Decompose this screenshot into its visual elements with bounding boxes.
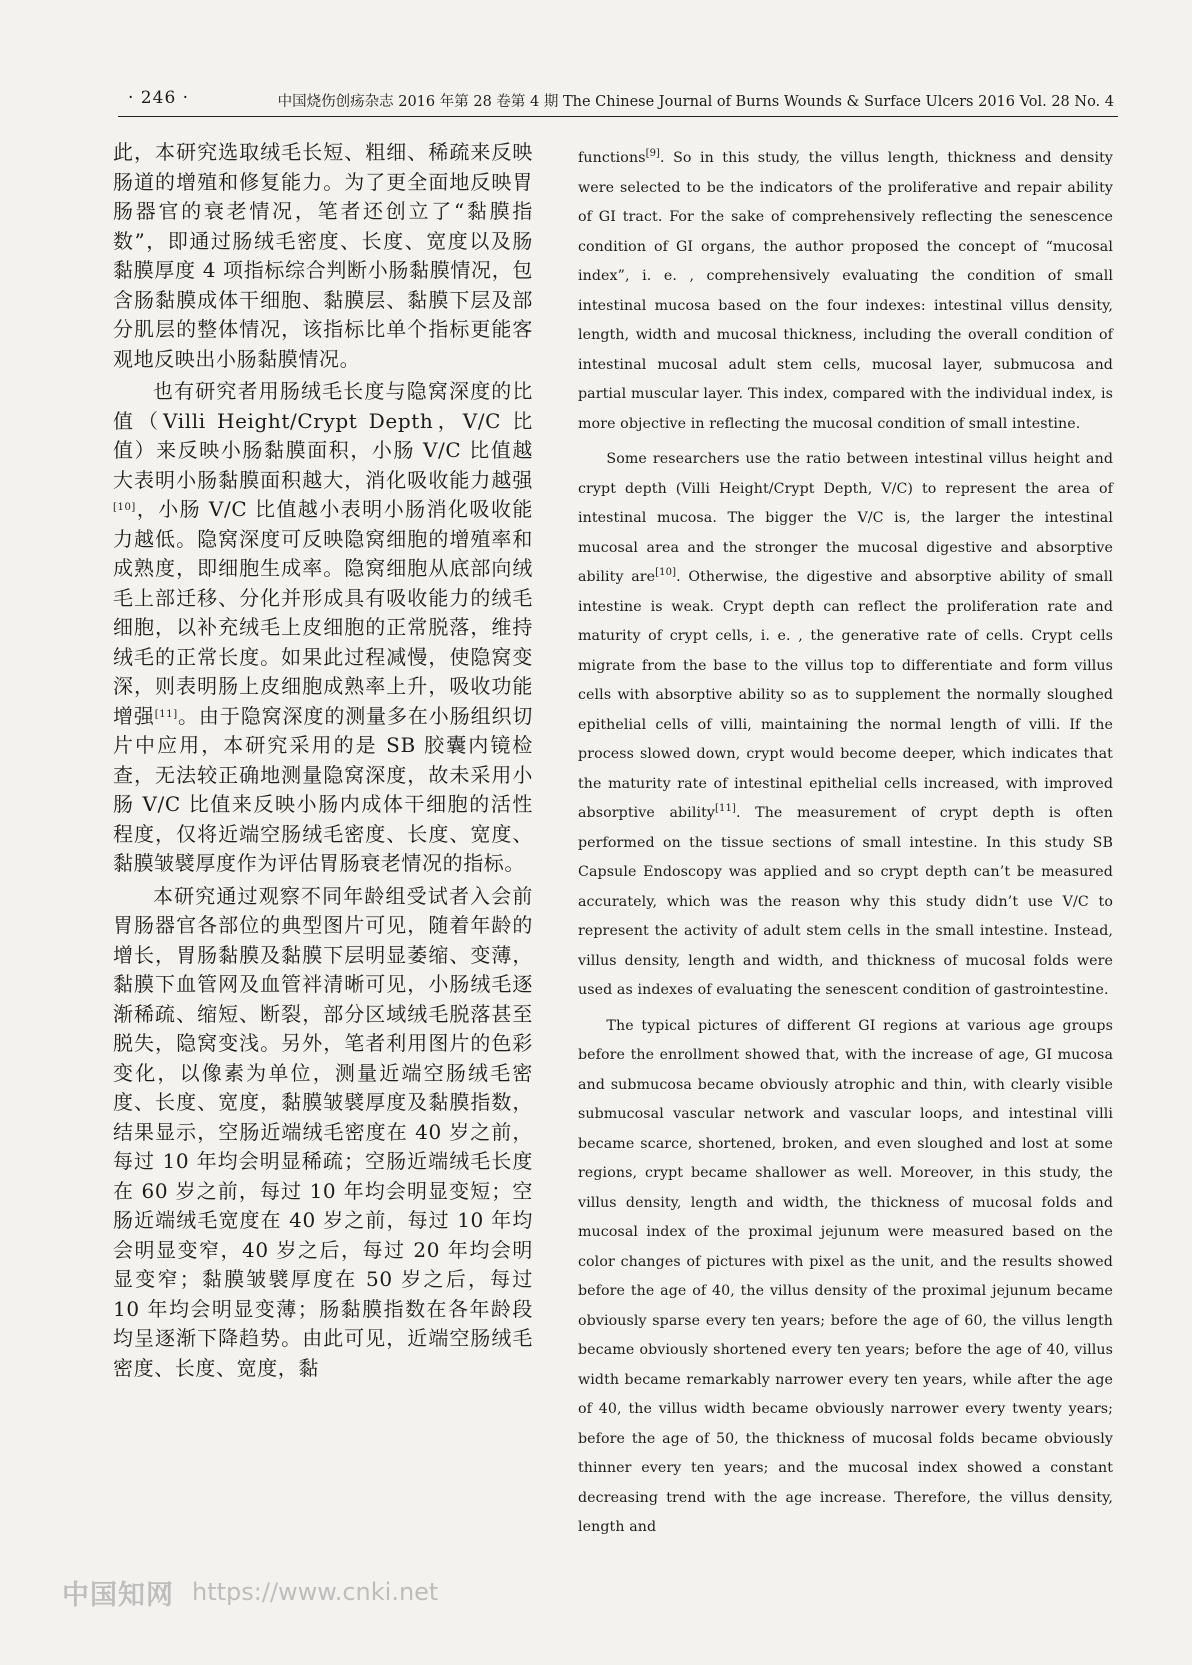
citation: [11]: [715, 803, 736, 814]
page-number: · 246 ·: [128, 88, 190, 108]
cnki-url: https://www.cnki.net: [192, 1578, 439, 1606]
citation: [11]: [154, 708, 178, 720]
paragraph: functions[9]. So in this study, the villus length, thickness and density were selected to be the indicators of the proliferative and repair ability of GI tract. For the sake of comprehensively reflecting the senescence condition of GI organs, the author proposed the concept of “mucosal index”, i. e. , comprehensively evaluating the condition of small intestinal mucosa based on the four indexes: intestinal villus density, length, width and mucosal thickness, including the overall condition of intestinal mucosal adult stem cells, mucosal layer, submucosa and partial muscular layer. This index, compared with the individual index, is more objective in reflecting the mucosal condition of small intestine.: [578, 148, 1113, 432]
paragraph: 也有研究者用肠绒毛长度与隐窝深度的比值（Villi Height/Crypt Depth，V/C 比值）来反映小肠黏膜面积，小肠 V/C 比值越大表明小肠黏膜面积越大，消化吸收能力越强[10]，小肠 V/C 比值越小表明小肠消化吸收能力越低。隐窝深度可反映隐窝细胞的增殖率和成熟度，即细胞生成率。隐窝细胞从底部向绒毛上部迁移、分化并形成具有吸收能力的绒毛细胞，以补充绒毛上皮细胞的正常脱落，维持绒毛的正常长度。如果此过程减慢，使隐窝变深，则表明肠上皮细胞成熟率上升，吸收功能增强[11]。由于隐窝深度的测量多在小肠组织切片中应用，本研究采用的是 SB 胶囊内镜检查，无法较正确地测量隐窝深度，故未采用小肠 V/C 比值来反映小肠内成体干细胞的活性程度，仅将近端空肠绒毛密度、长度、宽度、黏膜皱襞厚度作为评估胃肠衰老情况的指标。: [113, 379, 533, 875]
cnki-logo: 中国知网: [62, 1579, 174, 1611]
cnki-watermark: [62, 1574, 438, 1610]
english-text-column: [578, 144, 1113, 1549]
page-header: [0, 88, 1192, 114]
citation: [9]: [645, 148, 661, 159]
paragraph: 此，本研究选取绒毛长短、粗细、稀疏来反映肠道的增殖和修复能力。为了更全面地反映胃肠器官的衰老情况，笔者还创立了“黏膜指数”，即通过肠绒毛密度、长度、宽度以及肠黏膜厚度 4 项指标综合判断小肠黏膜情况，包含肠黏膜成体干细胞、黏膜层、黏膜下层及部分肌层的整体情况，该指标比单个指标更能客观地反映出小肠黏膜情况。: [113, 140, 533, 371]
paragraph: 本研究通过观察不同年龄组受试者入会前胃肠器官各部位的典型图片可见，随着年龄的增长，胃肠黏膜及黏膜下层明显萎缩、变薄，黏膜下血管网及血管袢清晰可见，小肠绒毛逐渐稀疏、缩短、断裂，部分区域绒毛脱落甚至脱失，隐窝变浅。另外，笔者利用图片的色彩变化，以像素为单位，测量近端空肠绒毛密度、长度、宽度，黏膜皱襞厚度及黏膜指数，结果显示，空肠近端绒毛密度在 40 岁之前，每过 10 年均会明显稀疏；空肠近端绒毛长度在 60 岁之前，每过 10 年均会明显变短；空肠近端绒毛宽度在 40 岁之前，每过 10 年均会明显变窄，40 岁之后，每过 20 年均会明显变窄；黏膜皱襞厚度在 50 岁之后，每过 10 年均会明显变薄；肠黏膜指数在各年龄段均呈逐渐下降趋势。由此可见，近端空肠绒毛密度、长度、宽度，黏: [113, 883, 533, 1380]
citation: [10]: [655, 567, 677, 578]
paragraph: Some researchers use the ratio between intestinal villus height and crypt depth (Villi Height/Crypt Depth, V/C) to represent the area of intestinal mucosa. The bigger the V/C is, the larger the intestinal mucosal area and the stronger the mucosal digestive and absorptive ability are[10]. Otherwise, the digestive and absorptive ability of small intestine is weak. Crypt depth can reflect the proliferation rate and maturity of crypt cells, i. e. , the generative rate of cells. Crypt cells migrate from the base to the villus top to differentiate and form villus cells with absorptive ability so as to supplement the normally sloughed epithelial cells of villi, maintaining the normal length of villi. If the process slowed down, crypt would become deeper, which indicates that the maturity rate of intestinal epithelial cells increased, with improved absorptive ability[11]. The measurement of crypt depth is often performed on the tissue sections of small intestine. In this study SB Capsule Endoscopy was applied and so crypt depth can’t be measured accurately, which was the reason why this study didn’t use V/C to represent the activity of adult stem cells in the small intestine. Instead, villus density, length and width, and thickness of mucosal folds were used as indexes of evaluating the senescent condition of gastrointestine.: [578, 451, 1113, 998]
header-rule: [118, 116, 1118, 117]
chinese-text-column: [113, 138, 533, 1386]
journal-running-head: 中国烧伤创疡杂志 2016 年第 28 卷第 4 期 The Chinese Journal of Burns Wounds & Surface Ulcers 2016 Vol. 28 No. 4: [277, 94, 1114, 110]
paragraph: The typical pictures of different GI regions at various age groups before the enrollment showed that, with the increase of age, GI mucosa and submucosa became obviously atrophic and thin, with clearly visible submucosal vascular network and vascular loops, and intestinal villi became scarce, shortened, broken, and even sloughed and lost at some regions, crypt became shallower as well. Moreover, in this study, the villus density, length and width, the thickness of mucosal folds and mucosal index of the proximal jejunum were measured based on the color changes of pictures with pixel as the unit, and the results showed before the age of 40, the villus density of the proximal jejunum became obviously sparse every ten years; before the age of 60, the villus length became obviously shortened every ten years; before the age of 40, villus width became remarkably narrower every ten years, while after the age of 40, the villus width became obviously narrower every twenty years; before the age of 50, the thickness of mucosal folds became obviously thinner every ten years; and the mucosal index showed a constant decreasing trend with the age increase. Therefore, the villus density, length and: [578, 1017, 1113, 1535]
citation: [10]: [113, 502, 136, 513]
